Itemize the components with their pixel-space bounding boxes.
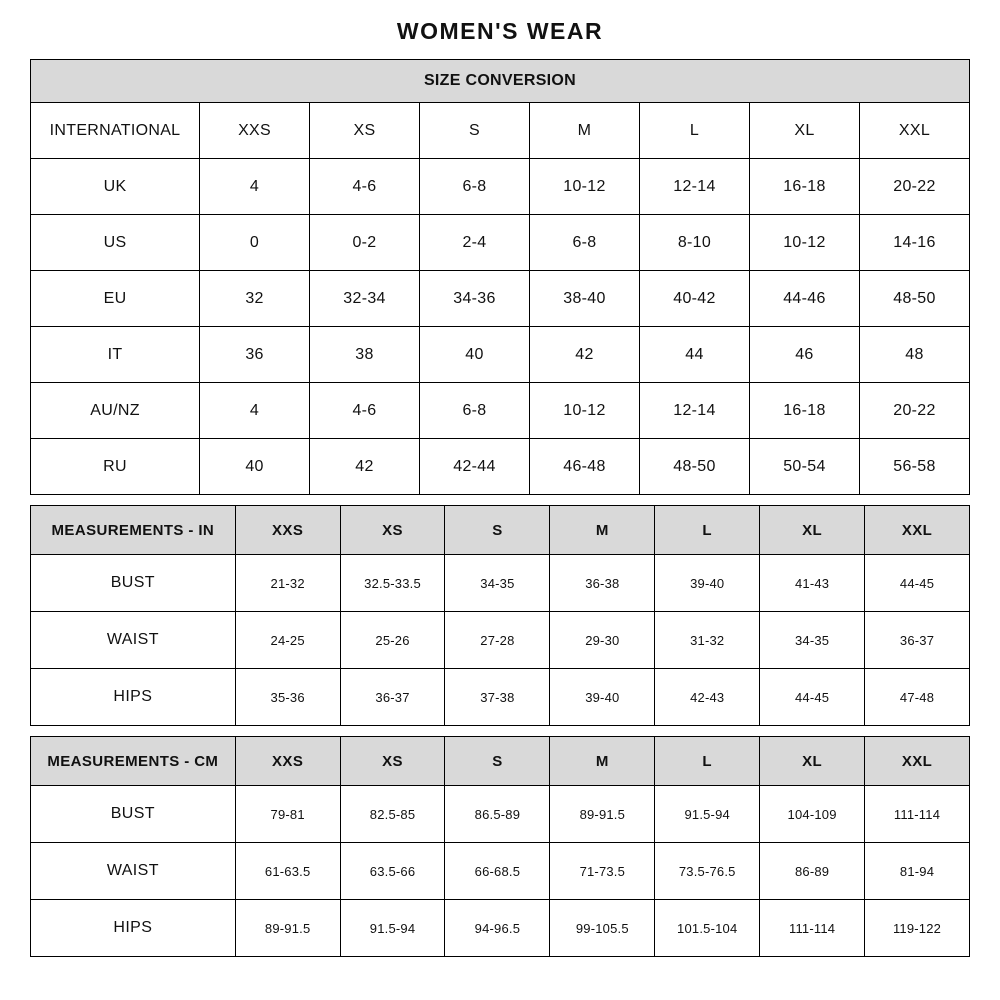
row-label: HIPS bbox=[31, 900, 236, 957]
value-cell: 10-12 bbox=[529, 383, 639, 439]
size-header-cell: S bbox=[420, 103, 530, 159]
value-cell: 86.5-89 bbox=[445, 786, 550, 843]
size-header-cell: XXL bbox=[865, 506, 970, 555]
size-header-cell: XXL bbox=[865, 737, 970, 786]
value-cell: 0 bbox=[200, 215, 310, 271]
value-cell: 32 bbox=[200, 271, 310, 327]
size-header-cell: S bbox=[445, 506, 550, 555]
value-cell: 6-8 bbox=[420, 383, 530, 439]
value-cell: 61-63.5 bbox=[235, 843, 340, 900]
value-cell: 40 bbox=[200, 439, 310, 495]
value-cell: 31-32 bbox=[655, 612, 760, 669]
value-cell: 32.5-33.5 bbox=[340, 555, 445, 612]
size-header-cell: XS bbox=[340, 506, 445, 555]
value-cell: 56-58 bbox=[859, 439, 969, 495]
value-cell: 104-109 bbox=[760, 786, 865, 843]
value-cell: 86-89 bbox=[760, 843, 865, 900]
table-row bbox=[31, 555, 970, 612]
size-header-cell: XS bbox=[310, 103, 420, 159]
value-cell: 36-37 bbox=[340, 669, 445, 726]
table-label-cell: MEASUREMENTS - CM bbox=[31, 737, 236, 786]
value-cell: 4-6 bbox=[310, 159, 420, 215]
size-header-cell: XXS bbox=[200, 103, 310, 159]
value-cell: 40 bbox=[420, 327, 530, 383]
value-cell: 4 bbox=[200, 383, 310, 439]
value-cell: 27-28 bbox=[445, 612, 550, 669]
value-cell: 34-35 bbox=[445, 555, 550, 612]
size-header-cell: XXS bbox=[235, 506, 340, 555]
value-cell: 36-38 bbox=[550, 555, 655, 612]
table-row bbox=[31, 383, 970, 439]
value-cell: 91.5-94 bbox=[655, 786, 760, 843]
value-cell: 34-35 bbox=[760, 612, 865, 669]
value-cell: 91.5-94 bbox=[340, 900, 445, 957]
value-cell: 37-38 bbox=[445, 669, 550, 726]
value-cell: 50-54 bbox=[749, 439, 859, 495]
value-cell: 12-14 bbox=[639, 159, 749, 215]
value-cell: 44-45 bbox=[760, 669, 865, 726]
value-cell: 41-43 bbox=[760, 555, 865, 612]
value-cell: 89-91.5 bbox=[550, 786, 655, 843]
table-row bbox=[31, 327, 970, 383]
row-label: AU/NZ bbox=[31, 383, 200, 439]
value-cell: 101.5-104 bbox=[655, 900, 760, 957]
row-label: US bbox=[31, 215, 200, 271]
value-cell: 8-10 bbox=[639, 215, 749, 271]
value-cell: 25-26 bbox=[340, 612, 445, 669]
size-header-cell: L bbox=[655, 737, 760, 786]
value-cell: 36-37 bbox=[865, 612, 970, 669]
size-header-cell: M bbox=[550, 737, 655, 786]
value-cell: 36 bbox=[200, 327, 310, 383]
value-cell: 81-94 bbox=[865, 843, 970, 900]
row-label: RU bbox=[31, 439, 200, 495]
value-cell: 46 bbox=[749, 327, 859, 383]
size-header-cell: XL bbox=[760, 737, 865, 786]
table-row bbox=[31, 215, 970, 271]
value-cell: 42 bbox=[310, 439, 420, 495]
value-cell: 34-36 bbox=[420, 271, 530, 327]
value-cell: 32-34 bbox=[310, 271, 420, 327]
measurements-cm-table bbox=[30, 736, 970, 957]
size-header-cell: M bbox=[550, 506, 655, 555]
table-row bbox=[31, 669, 970, 726]
value-cell: 48 bbox=[859, 327, 969, 383]
row-label: BUST bbox=[31, 786, 236, 843]
row-label: BUST bbox=[31, 555, 236, 612]
value-cell: 12-14 bbox=[639, 383, 749, 439]
value-cell: 42-43 bbox=[655, 669, 760, 726]
value-cell: 111-114 bbox=[865, 786, 970, 843]
value-cell: 44-46 bbox=[749, 271, 859, 327]
value-cell: 63.5-66 bbox=[340, 843, 445, 900]
value-cell: 16-18 bbox=[749, 383, 859, 439]
row-label: HIPS bbox=[31, 669, 236, 726]
table-row bbox=[31, 900, 970, 957]
value-cell: 48-50 bbox=[859, 271, 969, 327]
size-header-cell: L bbox=[655, 506, 760, 555]
value-cell: 73.5-76.5 bbox=[655, 843, 760, 900]
value-cell: 47-48 bbox=[865, 669, 970, 726]
value-cell: 42-44 bbox=[420, 439, 530, 495]
value-cell: 21-32 bbox=[235, 555, 340, 612]
value-cell: 4-6 bbox=[310, 383, 420, 439]
value-cell: 38-40 bbox=[529, 271, 639, 327]
value-cell: 4 bbox=[200, 159, 310, 215]
table-row bbox=[31, 612, 970, 669]
value-cell: 71-73.5 bbox=[550, 843, 655, 900]
value-cell: 66-68.5 bbox=[445, 843, 550, 900]
value-cell: 89-91.5 bbox=[235, 900, 340, 957]
table-row bbox=[31, 843, 970, 900]
value-cell: 39-40 bbox=[655, 555, 760, 612]
table-row bbox=[31, 786, 970, 843]
value-cell: 0-2 bbox=[310, 215, 420, 271]
value-cell: 6-8 bbox=[529, 215, 639, 271]
value-cell: 44-45 bbox=[865, 555, 970, 612]
value-cell: 94-96.5 bbox=[445, 900, 550, 957]
value-cell: 16-18 bbox=[749, 159, 859, 215]
value-cell: 20-22 bbox=[859, 383, 969, 439]
row-label: WAIST bbox=[31, 843, 236, 900]
table-label-cell: MEASUREMENTS - IN bbox=[31, 506, 236, 555]
value-cell: 29-30 bbox=[550, 612, 655, 669]
value-cell: 39-40 bbox=[550, 669, 655, 726]
value-cell: 44 bbox=[639, 327, 749, 383]
size-conversion-table bbox=[30, 59, 970, 495]
value-cell: 48-50 bbox=[639, 439, 749, 495]
measurements-in-table bbox=[30, 505, 970, 726]
page-title: WOMEN'S WEAR bbox=[396, 18, 604, 44]
row-label: IT bbox=[31, 327, 200, 383]
size-header-cell: XS bbox=[340, 737, 445, 786]
value-cell: 79-81 bbox=[235, 786, 340, 843]
table-row bbox=[31, 439, 970, 495]
size-header-cell: XL bbox=[760, 506, 865, 555]
value-cell: 20-22 bbox=[859, 159, 969, 215]
size-header-cell: L bbox=[639, 103, 749, 159]
value-cell: 46-48 bbox=[529, 439, 639, 495]
table-row bbox=[31, 159, 970, 215]
value-cell: 42 bbox=[529, 327, 639, 383]
value-cell: 111-114 bbox=[760, 900, 865, 957]
value-cell: 6-8 bbox=[420, 159, 530, 215]
row-label: UK bbox=[31, 159, 200, 215]
size-header-cell: XL bbox=[749, 103, 859, 159]
value-cell: 40-42 bbox=[639, 271, 749, 327]
row-label: WAIST bbox=[31, 612, 236, 669]
value-cell: 35-36 bbox=[235, 669, 340, 726]
value-cell: 24-25 bbox=[235, 612, 340, 669]
table-caption: SIZE CONVERSION bbox=[31, 60, 970, 103]
value-cell: 10-12 bbox=[529, 159, 639, 215]
table-label-cell: INTERNATIONAL bbox=[31, 103, 200, 159]
table-row bbox=[31, 271, 970, 327]
value-cell: 82.5-85 bbox=[340, 786, 445, 843]
size-header-cell: XXS bbox=[235, 737, 340, 786]
value-cell: 99-105.5 bbox=[550, 900, 655, 957]
size-header-cell: M bbox=[529, 103, 639, 159]
value-cell: 119-122 bbox=[865, 900, 970, 957]
value-cell: 14-16 bbox=[859, 215, 969, 271]
value-cell: 10-12 bbox=[749, 215, 859, 271]
size-header-cell: XXL bbox=[859, 103, 969, 159]
size-header-cell: S bbox=[445, 737, 550, 786]
value-cell: 38 bbox=[310, 327, 420, 383]
row-label: EU bbox=[31, 271, 200, 327]
value-cell: 2-4 bbox=[420, 215, 530, 271]
